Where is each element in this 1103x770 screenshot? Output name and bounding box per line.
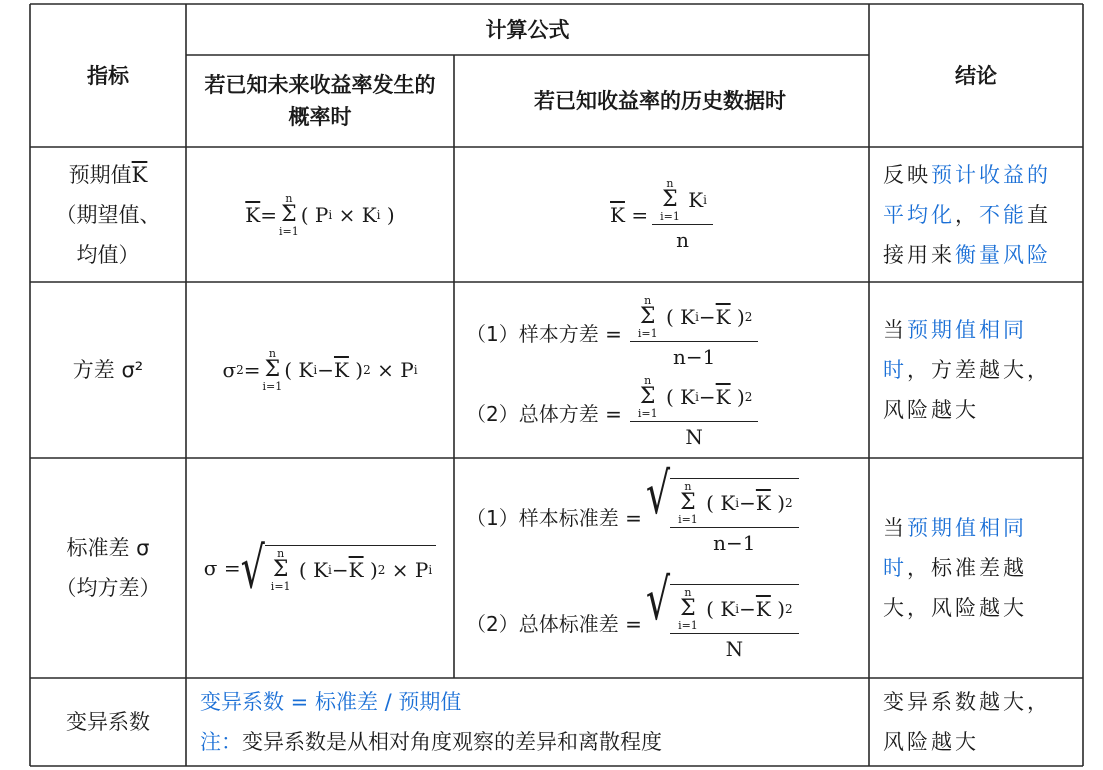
stddev-conclusion: 当预期值相同时，标准差越大，风险越大 [883,516,1027,620]
cv-formula [186,678,869,766]
stddev-sample-formula: （1）样本标准差 = √ n Σ i=1 ( K i − $\overline{K}$ ) 2 n−1 [454,466,869,566]
cv-conclusion: 变异系数越大，风险越大 [883,690,1051,754]
header-conclusion: 结论 [955,63,997,88]
expected-formula-prob: $\overline{K}$ = n Σ i=1 ( P i × K i ) [245,191,395,238]
row-cv-name: 变异系数 [66,710,150,734]
variance-total-formula: （2）总体方差 = n Σ i=1 ( K i − $\overline{K}$ ) 2 N [454,372,869,452]
row-stddev-name: 标准差 σ （均方差） [55,536,161,600]
header-formula-prob: 若已知未来收益率发生的概率时 [204,73,436,129]
header-indicator: 指标 [87,63,129,88]
stddev-total-formula: （2）总体标准差 = √ n Σ i=1 ( K i − $\overline{K}$ ) 2 N [454,572,869,672]
variance-sample-formula: （1）样本方差 = n Σ i=1 ( K i − $\overline{K}$ ) 2 n−1 [454,292,869,372]
stddev-formula-prob: σ = √ n Σ i=1 ( K i − $\overline{K}$ ) 2 × P i [186,458,454,678]
expected-conclusion: 反映预计收益的平均化，不能直接用来衡量风险 [883,162,1051,267]
row-expected-name: 预期值$\overline{K}$ （期望值、 均值） [55,162,161,267]
header-formula-group: 计算公式 [485,17,570,42]
cv-note: 注：变异系数是从相对角度观察的差异和离散程度 [200,730,662,754]
expected-formula-hist: $\overline{K}$ = n Σ i=1 K i n [454,147,869,282]
variance-formula-prob: σ 2 = n Σ i=1 ( K i − $\overline{K}$ ) 2 × P i [222,347,418,393]
header-formula-hist: 若已知收益率的历史数据时 [534,89,786,113]
row-variance-name: 方差 σ² [72,358,144,382]
variance-conclusion: 当预期值相同时，方差越大，风险越大 [883,318,1051,422]
cv-formula-text: 变异系数 = 标准差 / 预期值 [200,690,462,714]
